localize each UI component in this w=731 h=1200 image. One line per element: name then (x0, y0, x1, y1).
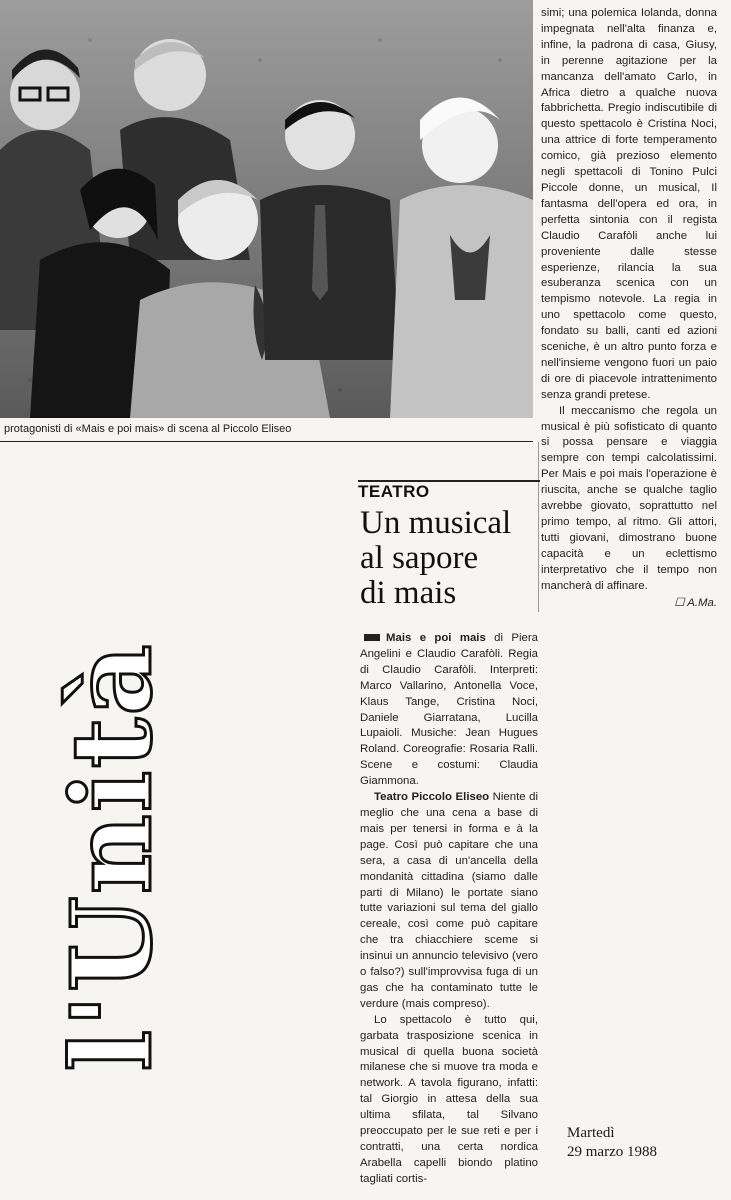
section-marker (364, 634, 380, 641)
headline-line-1: Un musical (360, 505, 512, 541)
article-continuation-column (541, 6, 717, 611)
headline-line-2: al sapore (360, 540, 479, 576)
body-paragraph-2: Lo spettacolo è tutto qui, garbata trasposizione scenica in musical di quella buona società milanese che si muove tra moda e network. A tavola figurano, infatti: tal Giorgio in attesa della sua ultima sfilata, tal Silvano preoccupato per le sue reti e per i contratti, una certa nordica Arabella capelli biondo platino tagliati cortis- (360, 1013, 538, 1185)
credits-paragraph (360, 631, 538, 790)
article-headline (360, 506, 540, 611)
article-body-column (360, 631, 538, 1188)
newspaper-masthead: l'Unità (47, 642, 176, 1072)
dateline (567, 1124, 727, 1162)
credits-text: di Piera Angelini e Claudio Carafòli. Regia di Claudio Carafòli. Interpreti: Marco Vallarino, Antonella Voce, Klaus Tange, Cristina Noci, Daniele Giarratana, Lucilla Lupaioli. Musiche: Jean Hugues Roland. Coreografie: Rosaria Ralli. Scene e costumi: Claudia Giammona. (360, 632, 538, 788)
body-paragraph-1 (360, 790, 538, 1013)
venue-name: Teatro Piccolo Eliseo (374, 791, 490, 804)
continuation-paragraph-1: simi; una polemica Iolanda, donna impegnata nell'alta finanza e, infine, la padrona di casa, Giusy, in perenne agitazione per la mancanza dell'amato Carlo, in Africa dietro a qualche nuova fabbrichetta. Pregio indiscutibile di questo spettacolo è Cristina Noci, una attrice di forte temperamento comico, già prezioso elemento negli spettacoli di Tonino Pulci Piccole donne, un musical, Il fantasma dell'opera ed ora, in perfetta sintonia con il regista Claudio Carafòli anche lui proveniente dalle stesse esperienze, rilancia la sua esuberanza scenica con un tempismo notevole. La regia in uno spettacolo come questo, fondato su balli, canti ed azioni sceniche, è un altro punto forza e nell'insieme vengono fuori un paio di ore di piacevole intrattenimento senza grandi pretese. (541, 7, 717, 401)
headline-line-3: di mais (360, 575, 457, 611)
continuation-paragraph-2: Il meccanismo che regola un musical è più sofisticato di quanto si possa pensare e viaggia sempre con tempi calcolatissimi. Per Mais e poi mais l'operazione è riuscita, anche se qualche taglio avrebbe giovato, soprattutto nel primo tempo, al ritmo. Gli attori, tutti giovani, dimostrano buone capacità e un eclettismo interpretativo che il tempo non mancherà di affinare. (541, 404, 717, 592)
cast-photo-image (0, 0, 533, 418)
section-label: TEATRO (358, 480, 540, 500)
body-paragraph-1-text: Niente di meglio che una cena a base di mais per tenersi in forma e à la page. Così può capitare che una sera, a casa di un'ancella della mondanità cittadina (siamo dalle parti di Milano) le portate siano tutte variazioni sul tema del giallo cereale, così come può capitare che tra chiacchiere sceme si insinui un annuncio televisivo (vero o falso?) sull'improvvisa fuga di un gas che ha contaminato tutte le verdure (mais compreso). (360, 791, 538, 1010)
dateline-date: 29 marzo 1988 (567, 1144, 657, 1160)
show-title: Mais e poi mais (386, 632, 486, 644)
photo-caption: protagonisti di «Mais e poi mais» di scena al Piccolo Eliseo (0, 418, 533, 442)
cast-photo (0, 0, 533, 418)
dateline-day: Martedì (567, 1125, 615, 1141)
author-signature: ☐ A.Ma. (674, 596, 717, 609)
